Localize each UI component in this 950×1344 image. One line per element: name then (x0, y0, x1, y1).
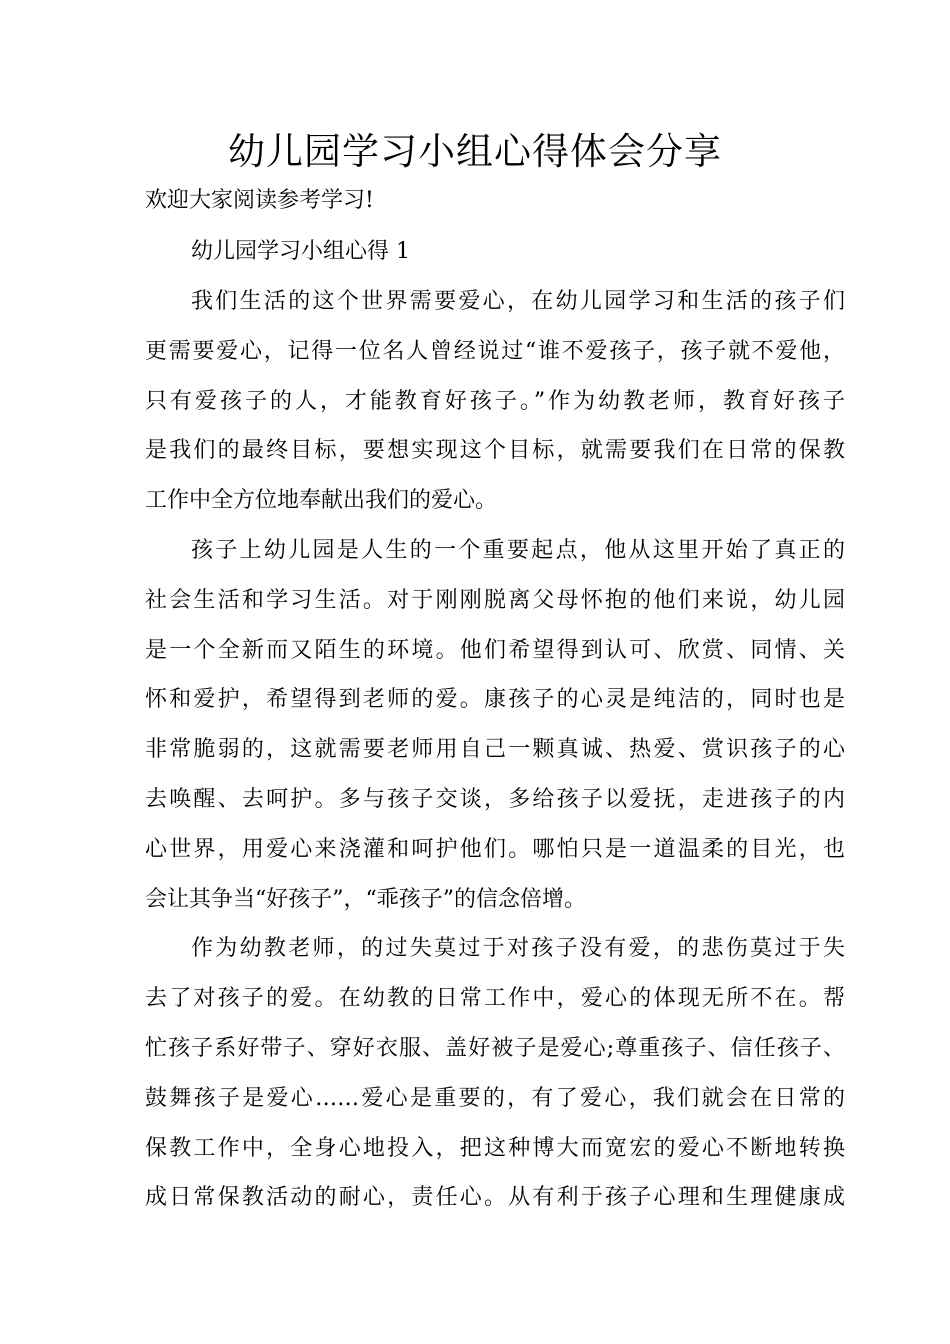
intro-text: 欢迎大家阅读参考学习! (145, 188, 374, 213)
paragraph-line: 作为幼教老师，的过失莫过于对孩子没有爱，的悲伤莫过于失 (191, 936, 845, 961)
paragraph-line: 成日常保教活动的耐心，责任心。从有利于孩子心理和生理健康成 (145, 1185, 845, 1210)
paragraph-line: 心世界，用爱心来浇灌和呵护他们。哪怕只是一道温柔的目光，也 (145, 837, 845, 862)
paragraph-line: 孩子上幼儿园是人生的一个重要起点，他从这里开始了真正的 (191, 538, 845, 563)
paragraph-line: 去唤醒、去呵护。多与孩子交谈，多给孩子以爱抚，走进孩子的内 (145, 787, 845, 812)
paragraph-line: 去了对孩子的爱。在幼教的日常工作中，爱心的体现无所不在。帮 (145, 986, 845, 1011)
paragraph-line: 更需要爱心，记得一位名人曾经说过“谁不爱孩子，孩子就不爱他， (145, 339, 845, 364)
paragraph-line: 鼓舞孩子是爱心……爱心是重要的，有了爱心，我们就会在日常的 (145, 1086, 845, 1111)
paragraph-line: 是我们的最终目标，要想实现这个目标，就需要我们在日常的保教 (145, 438, 845, 463)
paragraph-line: 保教工作中，全身心地投入，把这种博大而宽宏的爱心不断地转换 (145, 1136, 845, 1161)
paragraph-line: 会让其争当“好孩子”，“乖孩子”的信念倍增。 (145, 887, 586, 912)
paragraph-line: 我们生活的这个世界需要爱心，在幼儿园学习和生活的孩子们 (191, 289, 845, 314)
paragraph-line: 非常脆弱的，这就需要老师用自己一颗真诚、热爱、赏识孩子的心 (145, 737, 845, 762)
paragraph-line: 社会生活和学习生活。对于刚刚脱离父母怀抱的他们来说，幼儿园 (145, 588, 845, 613)
paragraph-line: 怀和爱护，希望得到老师的爱。康孩子的心灵是纯洁的，同时也是 (145, 687, 845, 712)
paragraph-line: 工作中全方位地奉献出我们的爱心。 (145, 488, 498, 513)
paragraph-line: 是一个全新而又陌生的环境。他们希望得到认可、欣赏、同情、关 (145, 638, 845, 663)
paragraph-line: 只有爱孩子的人，才能教育好孩子。”作为幼教老师，教育好孩子 (145, 389, 845, 414)
section-heading: 幼儿园学习小组心得 1 (191, 239, 410, 264)
paragraph-line: 忙孩子系好带子、穿好衣服、盖好被子是爱心;尊重孩子、信任孩子、 (145, 1036, 845, 1061)
document-title: 幼儿园学习小组心得体会分享 (228, 130, 722, 173)
